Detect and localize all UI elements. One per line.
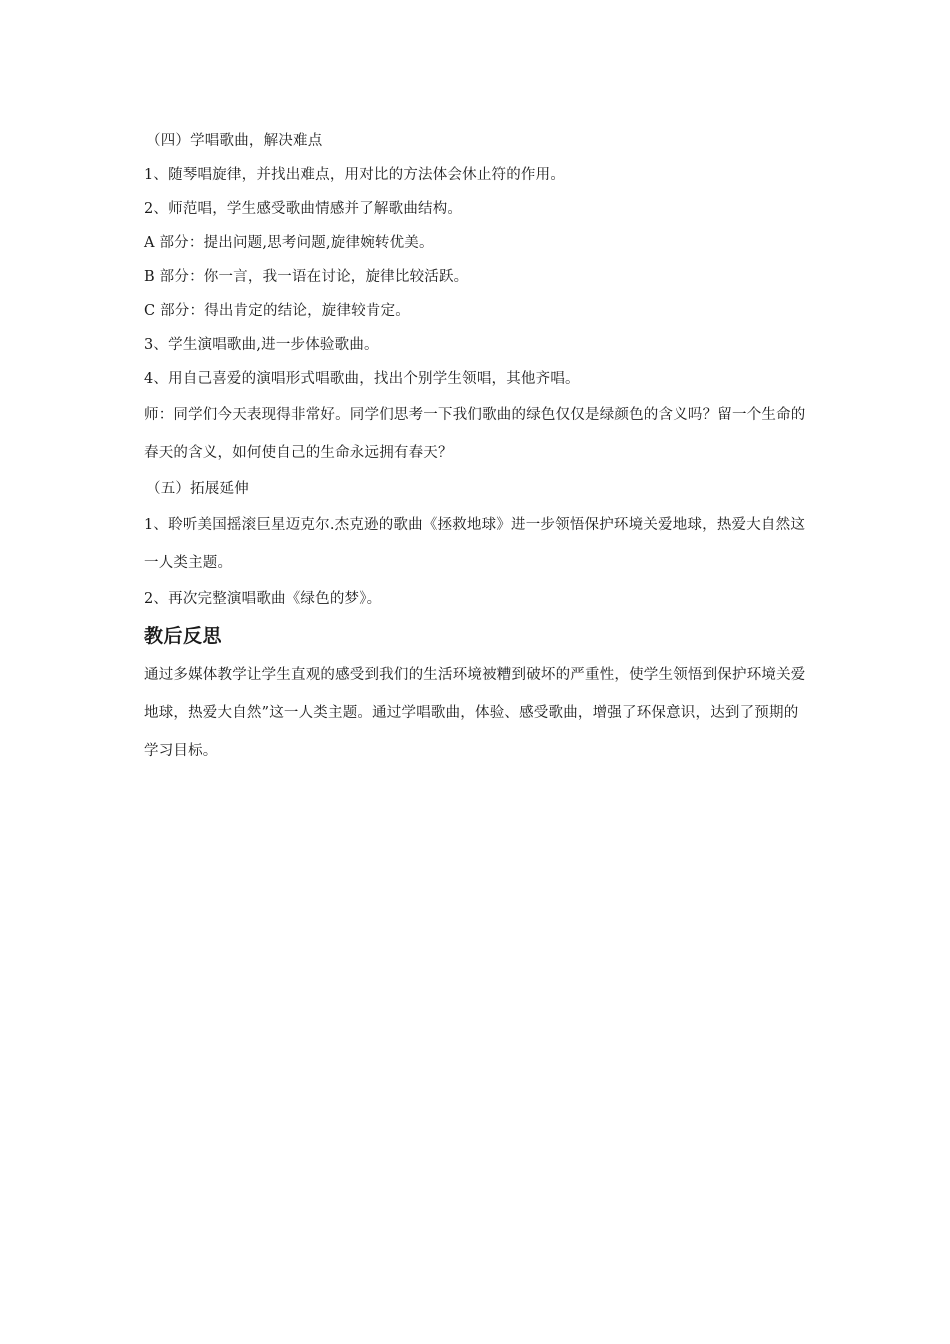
section-5-item-1: 1、聆听美国摇滚巨星迈克尔.杰克逊的歌曲《拯救地球》进一步领悟保护环境关爱地球，热爱大自然这一人类主题。: [144, 517, 806, 571]
part-c-description: C 部分：得出肯定的结论，旋律较肯定。: [144, 303, 411, 319]
teacher-remark: 师：同学们今天表现得非常好。同学们思考一下我们歌曲的绿色仅仅是绿颜色的含义吗？留一个生命的春天的含义，如何使自己的生命永远拥有春天？: [144, 407, 806, 461]
section-4-item-3: 3、学生演唱歌曲,进一步体验歌曲。: [144, 337, 379, 353]
section-4-heading: （四）学唱歌曲，解决难点: [146, 133, 323, 149]
section-4-item-2: 2、师范唱，学生感受歌曲情感并了解歌曲结构。: [144, 201, 463, 217]
section-4-item-1: 1、随琴唱旋律，并找出难点，用对比的方法体会休止符的作用。: [144, 167, 566, 183]
part-b-description: B 部分：你一言，我一语在讨论，旋律比较活跃。: [144, 269, 469, 285]
section-5-heading: （五）拓展延伸: [146, 481, 249, 497]
section-4-item-4: 4、用自己喜爱的演唱形式唱歌曲，找出个别学生领唱，其他齐唱。: [144, 371, 580, 387]
part-a-description: A 部分：提出问题,思考问题,旋律婉转优美。: [144, 235, 434, 251]
reflection-title: 教后反思: [144, 625, 223, 647]
reflection-body: 通过多媒体教学让学生直观的感受到我们的生活环境被糟到破坏的严重性，使学生领悟到保护环境关爱地球，热爱大自然”这一人类主题。通过学唱歌曲，体验、感受歌曲，增强了环保意识，达到了预期的学习目标。: [144, 667, 806, 759]
document-body: [144, 124, 812, 770]
section-5-item-2: 2、再次完整演唱歌曲《绿色的梦》。: [144, 591, 382, 607]
